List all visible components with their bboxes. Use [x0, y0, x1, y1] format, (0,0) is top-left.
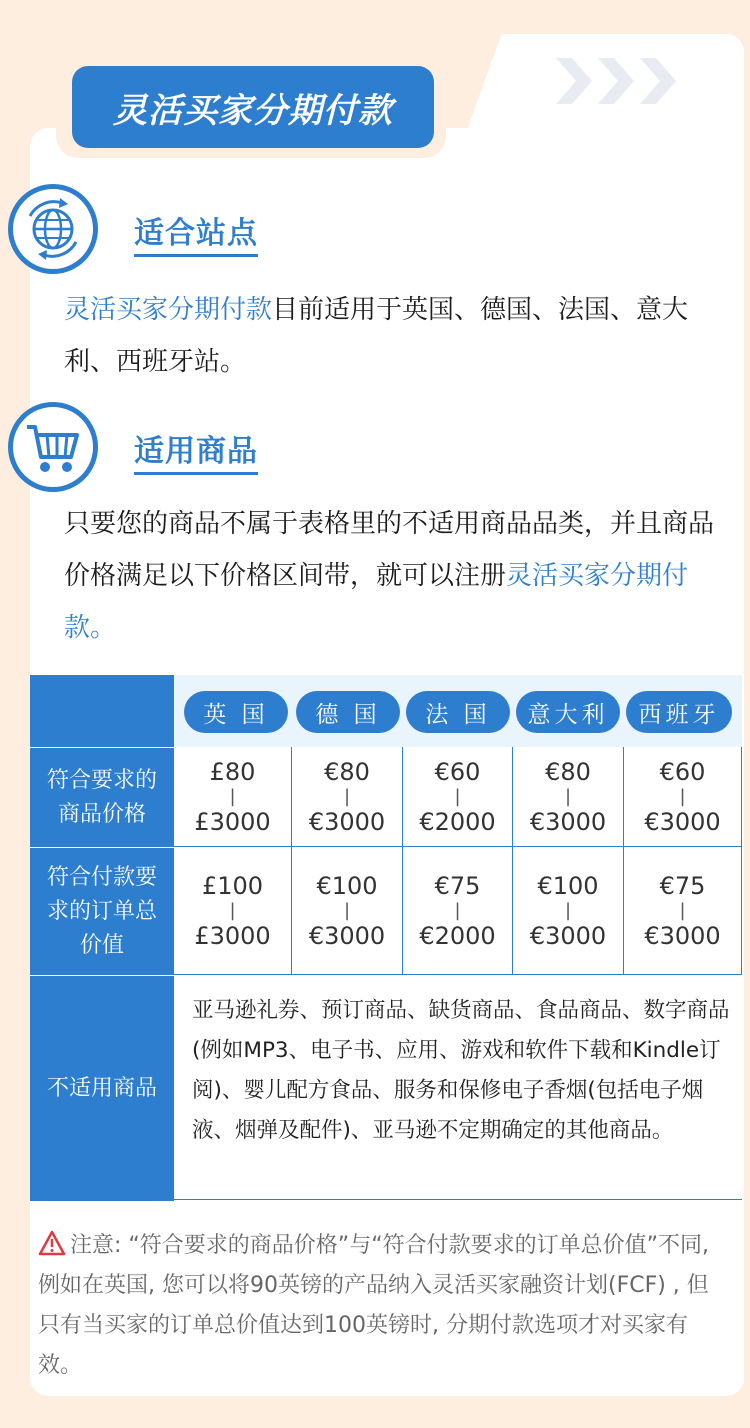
table-cell: £80 | £3000	[174, 747, 292, 847]
page-title: 灵活买家分期付款	[72, 66, 434, 148]
goods-description	[64, 498, 724, 654]
section-title-goods: 适用商品	[134, 426, 258, 475]
row-label-order-total: 符合付款要求的订单总价值	[30, 847, 174, 976]
table-cell: €80 | €3000	[292, 747, 403, 847]
warning-icon	[38, 1230, 66, 1256]
sites-description	[64, 284, 724, 388]
goods-text: 只要您的商品不属于表格里的不适用商品品类，并且商品价格满足以下价格区间带，就可以注册	[64, 509, 715, 591]
country-uk: 英 国	[184, 691, 288, 733]
not-applicable-text: 亚马逊礼券、预订商品、缺货商品、食品商品、数字商品(例如MP3、电子书、应用、游戏和软件下载和Kindle订阅)、婴儿配方食品、服务和保修电子香烟(包括电子烟液、烟弹及配件)、亚马逊不定期确定的其他商品。	[192, 998, 730, 1143]
table-cell: £100 | £3000	[174, 847, 292, 975]
table-bottom-border	[174, 1199, 742, 1200]
table-cell: €100 | €3000	[292, 847, 403, 975]
country-es: 西班牙	[626, 691, 732, 733]
shopping-cart-icon	[8, 402, 98, 492]
country-de: 德 国	[296, 691, 400, 733]
table-cell: €75 | €3000	[624, 847, 742, 975]
table-header-corner	[30, 675, 174, 747]
goods-highlight: 灵活买家分期付款。	[64, 561, 689, 643]
section-title-sites: 适合站点	[134, 208, 258, 257]
note	[38, 1226, 728, 1386]
table-cell: €100 | €3000	[513, 847, 624, 975]
table-cell: €60 | €2000	[403, 747, 513, 847]
globe-icon	[8, 184, 98, 274]
table-cell: €60 | €3000	[624, 747, 742, 847]
note-text: 注意: “符合要求的商品价格”与“符合付款要求的订单总价值”不同, 例如在英国, 您可以将90英镑的产品纳入灵活买家融资计划(FCF) , 但只有当买家的订单总价值达到100英镑时, 分期付款选项才对买家有效。	[38, 1233, 709, 1378]
row-label-product-price: 符合要求的商品价格	[30, 747, 174, 848]
sites-highlight: 灵活买家分期付款	[64, 295, 273, 325]
row-label-not-applicable: 不适用商品	[30, 975, 174, 1201]
sites-text: 目前适用于英国、德国、法国、意大利、西班牙站。	[64, 295, 689, 377]
eligibility-table	[30, 675, 742, 1200]
country-it: 意大利	[516, 691, 620, 733]
table-cell: €80 | €3000	[513, 747, 624, 847]
chevron-arrows-icon	[556, 56, 676, 106]
country-fr: 法 国	[406, 691, 510, 733]
table-cell: €75 | €2000	[403, 847, 513, 975]
